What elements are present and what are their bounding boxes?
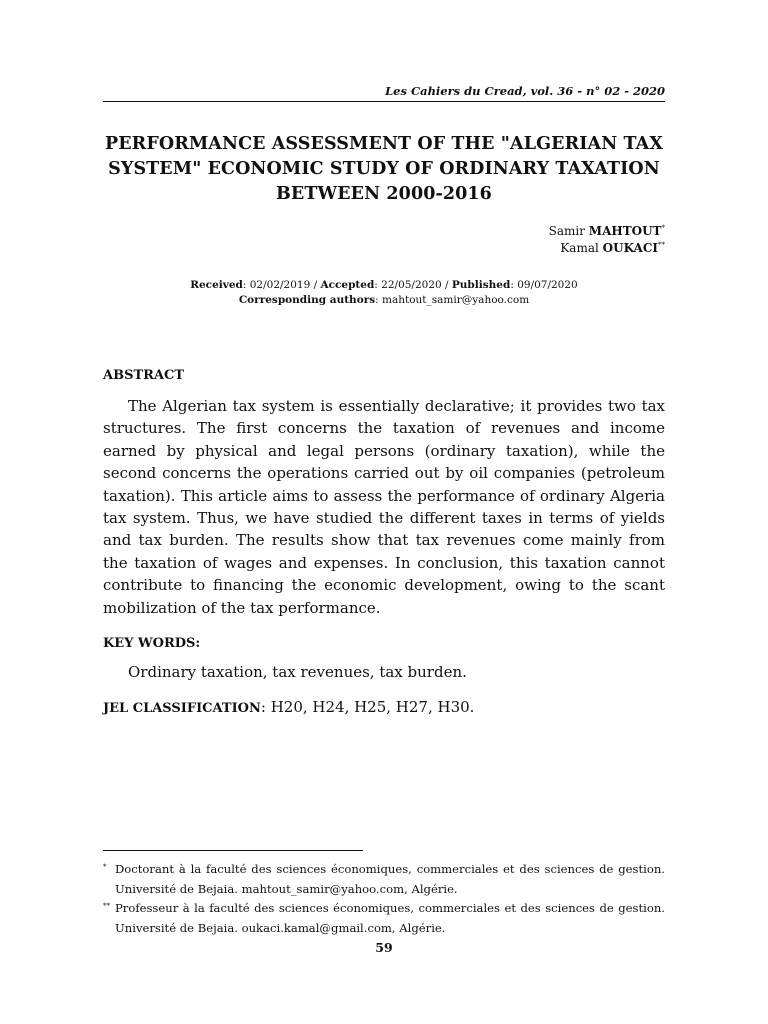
page-number: 59 xyxy=(375,940,393,955)
jel-label: JEL CLASSIFICATION xyxy=(103,701,261,717)
journal-header: Les Cahiers du Cread, vol. 36 - n° 02 - 2020 xyxy=(103,84,665,102)
keywords-text: Ordinary taxation, tax revenues, tax burden. xyxy=(128,663,467,682)
footnote-1 xyxy=(103,860,665,899)
footnote-divider xyxy=(103,850,363,851)
jel-classification xyxy=(103,698,665,716)
corresponding-email: : mahtout_samir@yahoo.com xyxy=(375,294,530,306)
author-2-footnote-mark: ** xyxy=(658,241,665,249)
received-date: : 02/02/2019 / xyxy=(242,279,321,291)
author-2-first-name: Kamal xyxy=(560,241,599,255)
accepted-label: Accepted xyxy=(320,279,375,291)
corresponding-line xyxy=(103,293,665,308)
author-list xyxy=(103,223,665,257)
accepted-date: : 22/05/2020 / xyxy=(374,279,452,291)
article-page xyxy=(103,84,665,716)
author-2 xyxy=(103,240,665,257)
abstract-heading: ABSTRACT xyxy=(103,368,185,383)
author-1 xyxy=(103,223,665,240)
article-title: PERFORMANCE ASSESSMENT OF THE "ALGERIAN TAX SYSTEM" ECONOMIC STUDY OF ORDINARY TAXATION BETWEEN 2000-2016 xyxy=(104,134,664,204)
author-1-first-name: Samir xyxy=(548,224,585,238)
footnotes xyxy=(103,860,665,938)
footnote-2 xyxy=(103,899,665,938)
author-1-footnote-mark: * xyxy=(661,224,665,232)
jel-codes: : H20, H24, H25, H27, H30. xyxy=(260,698,475,717)
footnote-1-mark: * xyxy=(103,863,107,871)
published-label: Published xyxy=(451,279,511,291)
keywords-heading: KEY WORDS: xyxy=(103,636,201,652)
abstract-text: The Algerian tax system is essentially declarative; it provides two tax structures. The first concerns the taxation of revenues and income earned by physical and legal persons (ordinary taxation), while the second concerns the operations carried out by oil companies (petroleum taxation). This article aims to assess the performance of ordinary Algeria tax system. Thus, we have studied the different taxes in terms of yields and tax burden. The results show that tax revenues come mainly from the taxation of wages and expenses. In conclusion, this taxation cannot contribute to financing the economic development, owing to the scant mobilization of the tax performance. xyxy=(103,397,665,617)
footnote-2-mark: ** xyxy=(103,902,110,910)
publication-dates xyxy=(103,278,665,308)
corresponding-label: Corresponding authors xyxy=(238,294,376,306)
published-date: : 09/07/2020 xyxy=(510,279,578,291)
footnote-2-text: Professeur à la faculté des sciences économiques, commerciales et des sciences de gestion. Université de Bejaia. oukaci.kamal@gmail.com, Algérie. xyxy=(115,901,665,935)
author-1-last-name: MAHTOUT xyxy=(588,224,662,238)
author-2-last-name: OUKACI xyxy=(602,241,658,255)
dates-line xyxy=(103,278,665,293)
received-label: Received xyxy=(190,279,243,291)
footnote-1-text: Doctorant à la faculté des sciences économiques, commerciales et des sciences de gestion. Université de Bejaia. mahtout_samir@yahoo.com, Algérie. xyxy=(115,862,665,896)
